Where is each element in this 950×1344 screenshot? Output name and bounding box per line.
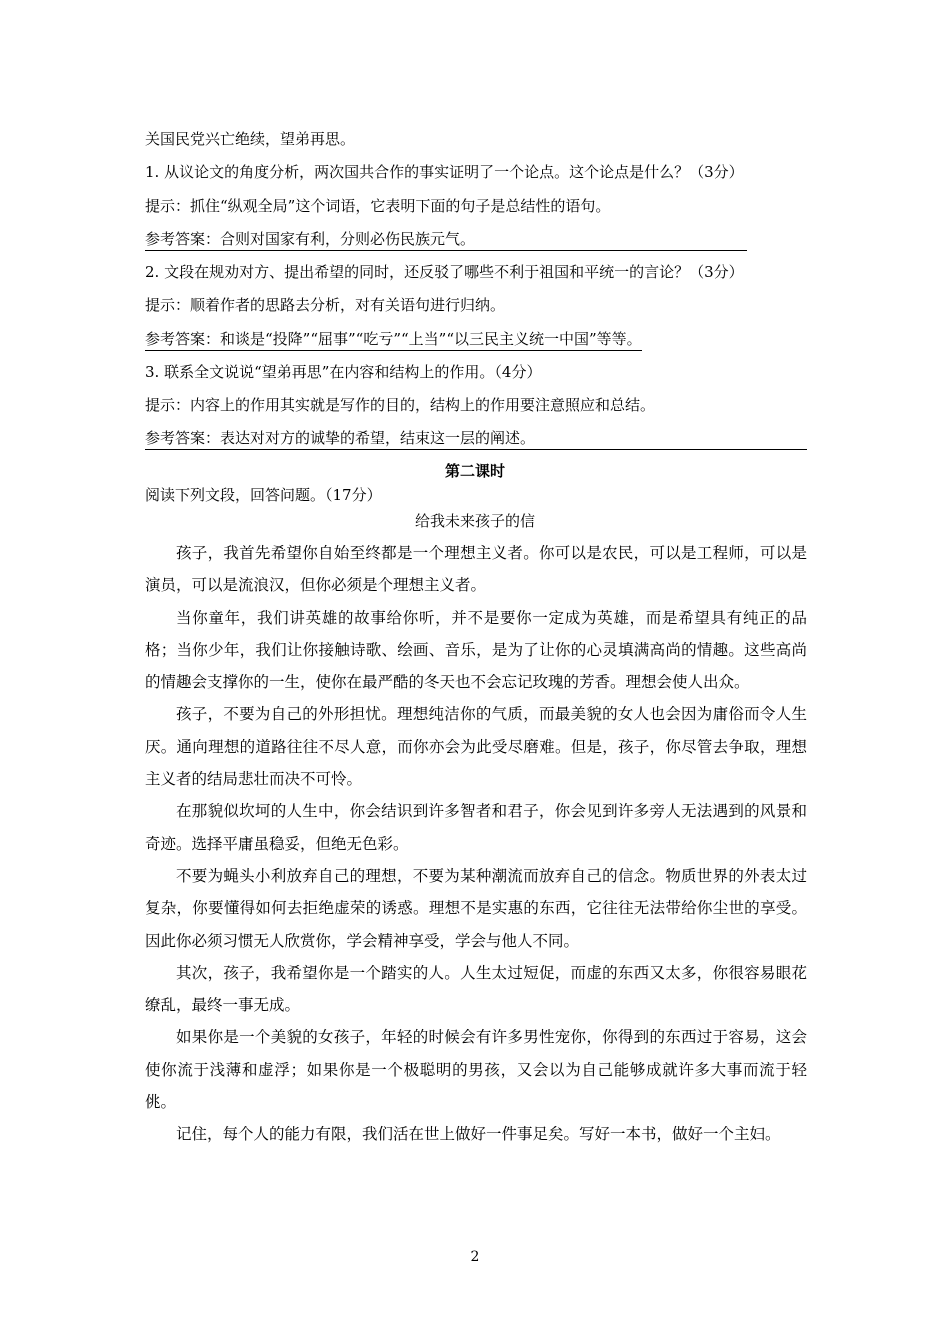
essay-paragraph: 孩子，不要为自己的外形担忧。理想纯洁你的气质，而最美貌的女人也会因为庸俗而令人生厌。通向理想的道路往往不尽人意，而你亦会为此受尽磨难。但是，孩子，你尽管去争取，理想主义者的结局悲壮而决不可怜。 [145,705,807,789]
essay-body [145,537,807,1151]
question-3: 3. 联系全文说说“望弟再思”在内容和结构上的作用。（4分） [145,363,542,381]
answer-2-line [145,329,642,351]
essay-title: 给我未来孩子的信 [414,512,535,530]
essay-paragraph: 不要为蝇头小利放弃自己的理想，不要为某种潮流而放弃自己的信念。物质世界的外表太过复杂，你要懂得如何去拒绝虚荣的诱惑。理想不是实惠的东西，它往往无法带给你尘世的享受。因此你必须习惯无人欣赏你，学会精神享受，学会与他人不同。 [145,866,807,950]
answer-1: 参考答案：合则对国家有利，分则必伤民族元气。 [145,229,747,251]
hint-3: 提示：内容上的作用其实就是写作的目的，结构上的作用要注意照应和总结。 [145,396,656,414]
hint-1: 提示：抓住“纵观全局”这个词语，它表明下面的句子是总结性的语句。 [145,197,611,215]
section-heading: 第二课时 [444,462,505,480]
essay-paragraph: 其次，孩子，我希望你是一个踏实的人。人生太过短促，而虚的东西又太多，你很容易眼花缭乱，最终一事无成。 [145,963,807,1015]
essay-paragraph: 如果你是一个美貌的女孩子，年轻的时候会有许多男性宠你，你得到的东西过于容易，这会使你流于浅薄和虚浮；如果你是一个极聪明的男孩，又会以为自己能够成就许多大事而流于轻佻。 [145,1028,807,1112]
reading-instruction: 阅读下列文段，回答问题。（17分） [145,486,382,504]
question-2: 2. 文段在规劝对方、提出希望的同时，还反驳了哪些不利于祖国和平统一的言论？（3分） [145,263,744,281]
essay-paragraph: 孩子，我首先希望你自始至终都是一个理想主义者。你可以是农民，可以是工程师，可以是演员，可以是流浪汉，但你必须是个理想主义者。 [145,544,807,595]
intro-line: 关国民党兴亡绝续，望弟再思。 [145,130,356,148]
answer-1-line [145,229,747,251]
essay-paragraph: 当你童年，我们讲英雄的故事给你听，并不是要你一定成为英雄，而是希望具有纯正的品格；当你少年，我们让你接触诗歌、绘画、音乐，是为了让你的心灵填满高尚的情趣。这些高尚的情趣会支撑你的一生，使你在最严酷的冬天也不会忘记玫瑰的芳香。理想会使人出众。 [145,608,807,692]
answer-2: 参考答案：和谈是“投降”“屈事”“吃亏”“上当”“以三民主义统一中国”等等。 [145,329,642,351]
essay-paragraph: 记住，每个人的能力有限，我们活在世上做好一件事足矣。写好一本书，做好一个主妇。 [176,1125,781,1144]
page-number: 2 [470,1249,480,1265]
question-1: 1. 从议论文的角度分析，两次国共合作的事实证明了一个论点。这个论点是什么？（3分） [145,163,744,181]
hint-2: 提示：顺着作者的思路去分析，对有关语句进行归纳。 [145,296,506,314]
answer-3: 参考答案：表达对对方的诚挚的希望，结束这一层的阐述。 [145,428,807,450]
answer-3-line [145,428,807,450]
essay-paragraph: 在那貌似坎坷的人生中，你会结识到许多智者和君子，你会见到许多旁人无法遇到的风景和奇迹。选择平庸虽稳妥，但绝无色彩。 [145,802,807,853]
